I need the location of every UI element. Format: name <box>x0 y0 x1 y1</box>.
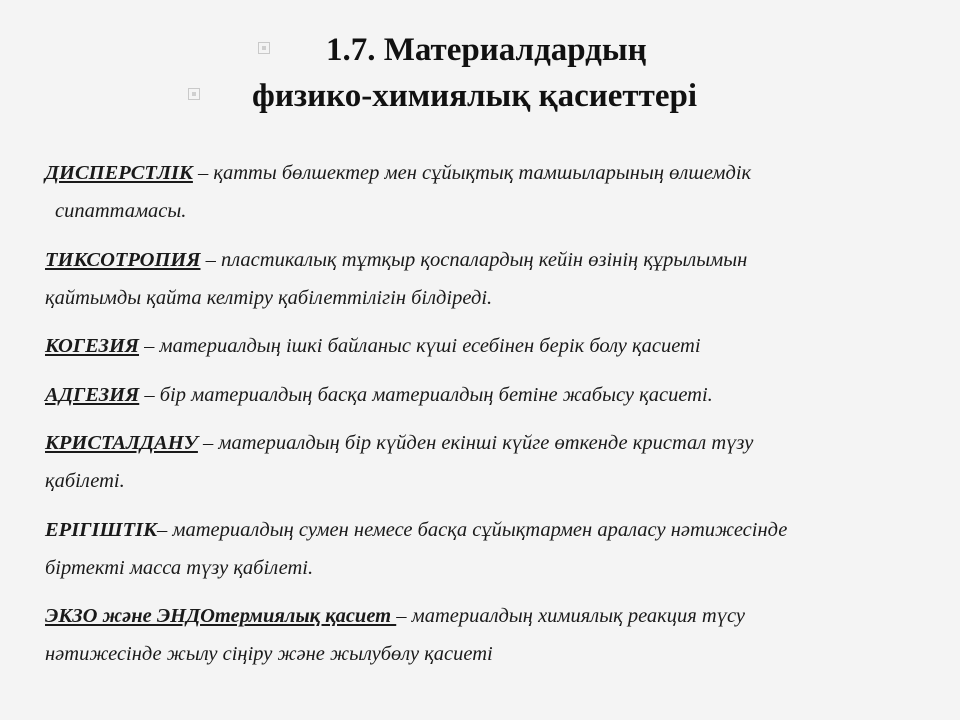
definition-text: – қатты бөлшектер мен сұйықтық тамшыларының өлшемдік <box>192 162 752 184</box>
page-title-line-1: 1.7. Материалдардың <box>326 32 647 68</box>
definition-text: – материалдың химиялық реакция түсу <box>396 605 746 627</box>
definition-term: ТИКСОТРОПИЯ <box>45 248 201 271</box>
definition-term: КОГЕЗИЯ <box>45 335 140 357</box>
page-title-line-2: физико-химиялық қасиеттері <box>252 78 698 114</box>
definition-solubility <box>45 511 923 587</box>
definition-exo-endo <box>45 597 923 673</box>
definition-term: ЕРІГІШТІК <box>45 518 158 541</box>
definition-thixotropy <box>45 241 923 317</box>
definitions-list <box>45 154 923 684</box>
definition-text-cont: біртекті масса түзу қабілеті. <box>45 556 314 579</box>
square-bullet-icon <box>258 42 270 54</box>
square-bullet-icon <box>188 88 200 100</box>
definition-term: ЭКЗО және ЭНДОтермиялық қасиет <box>45 605 397 627</box>
definition-term: КРИСТАЛДАНУ <box>45 432 198 454</box>
definition-adhesion <box>45 376 923 414</box>
definition-text: – материалдың бір күйден екінші күйге өткенде кристал түзу <box>197 432 754 454</box>
definition-text: – материалдың ішкі байланыс күші есебінен берік болу қасиеті <box>139 335 701 357</box>
definition-text: – бір материалдың басқа материалдың бетіне жабысу қасиеті. <box>139 383 713 406</box>
definition-term: АДГЕЗИЯ <box>45 383 140 406</box>
definition-text-cont: нәтижесінде жылу сіңіру және жылубөлу қасиеті <box>45 643 493 665</box>
definition-text-cont: қайтымды қайта келтіру қабілеттілігін білдіреді. <box>45 286 493 309</box>
definition-text: – материалдың сумен немесе басқа сұйықтармен араласу нәтижесінде <box>157 518 788 541</box>
definition-cohesion <box>45 327 923 365</box>
definition-text: – пластикалық тұтқыр қоспалардың кейін өзінің құрылымын <box>200 248 748 271</box>
definition-term: ДИСПЕРСТЛІК <box>45 162 193 184</box>
definition-text-cont: қабілеті. <box>45 470 125 492</box>
definition-dispersity <box>45 154 923 230</box>
definition-crystallization <box>45 424 923 500</box>
definition-text-cont: сипаттамасы. <box>55 200 187 222</box>
